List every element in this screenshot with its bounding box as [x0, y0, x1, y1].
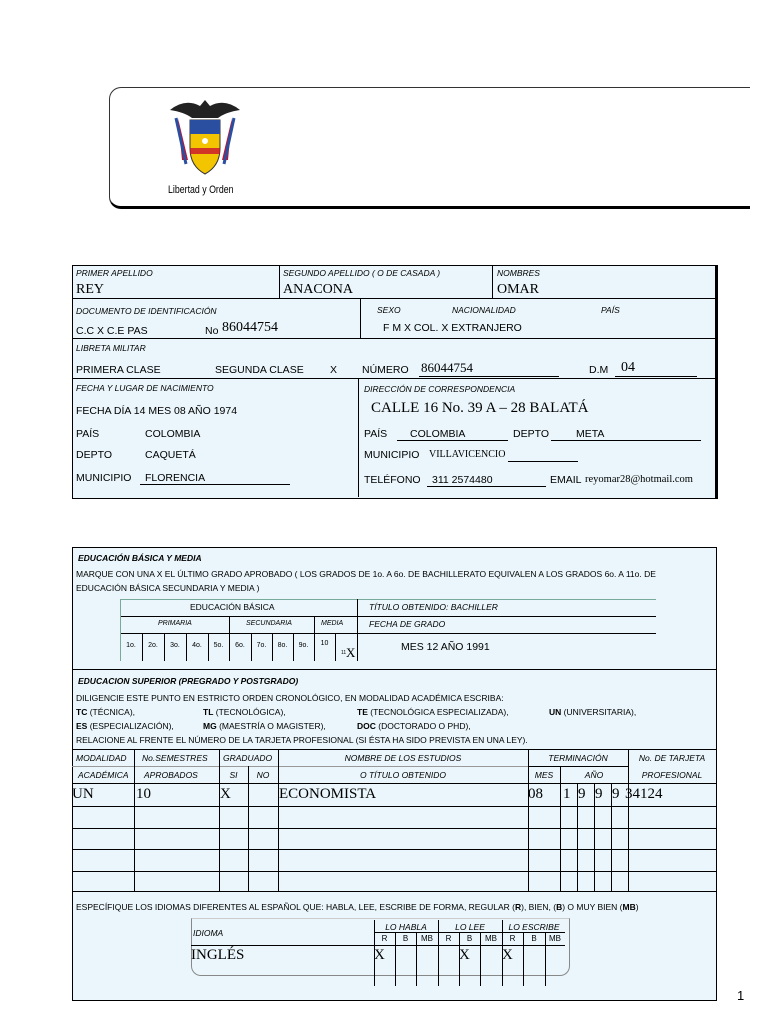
mg-text: (MAESTRÍA O MAGISTER),: [216, 721, 326, 731]
page-number: 1: [737, 988, 745, 1003]
un-text: (UNIVERSITARIA),: [561, 707, 637, 717]
depto-nac-label: DEPTO: [76, 449, 112, 461]
un-item: [549, 707, 636, 717]
h-profesional: PROFESIONAL: [641, 770, 703, 780]
grade-9: 9o.: [298, 642, 309, 649]
lo-habla: LO HABLA: [385, 922, 427, 932]
document-types: C.C X C.E PAS: [76, 325, 148, 337]
sub-b-1: B: [402, 934, 409, 943]
dm-label: D.M: [589, 364, 609, 376]
email-value: reyomar28@hotmail.com: [585, 474, 693, 485]
idiomas-sep2: ) O MUY BIEN (: [562, 902, 623, 912]
depto-corr-label: DEPTO: [513, 428, 549, 440]
idiomas-end: ): [635, 902, 639, 912]
segunda-clase-mark: X: [330, 364, 338, 376]
pais-corr-label: PAÍS: [364, 428, 388, 440]
municipio-nac-label: MUNICIPIO: [76, 472, 132, 484]
pais-corr-value: COLOMBIA: [410, 428, 466, 440]
row-modalidad: UN: [72, 786, 94, 802]
escribe-mark: X: [502, 947, 513, 963]
sub-mb-3: MB: [549, 934, 561, 943]
row-mes: 08: [528, 786, 543, 802]
h-nombre: NOMBRE DE LOS ESTUDIOS: [344, 753, 462, 763]
grade-10: 10: [320, 640, 329, 647]
sub-r-3: R: [509, 934, 516, 943]
libreta-label: LIBRETA MILITAR: [76, 343, 146, 353]
sexo-label: SEXO: [377, 305, 401, 315]
es-text: (ESPECIALIZACIÓN),: [87, 721, 174, 731]
nacimiento-label: FECHA Y LUGAR DE NACIMIENTO: [76, 383, 214, 393]
dm-value: 04: [621, 360, 635, 375]
h-mes: MES: [534, 770, 554, 780]
nombres-label: NOMBRES: [497, 268, 540, 278]
row-semestres: 10: [136, 786, 151, 802]
primer-apellido-label: PRIMER APELLIDO: [76, 268, 153, 278]
titulo-obtenido: TÍTULO OBTENIDO: BACHILLER: [369, 602, 498, 612]
primera-clase: PRIMERA CLASE: [76, 364, 161, 376]
tl-item: [203, 707, 286, 717]
h-aprobados: APROBADOS: [144, 770, 198, 780]
segunda-clase: SEGUNDA CLASE: [215, 364, 304, 376]
segundo-apellido-label: SEGUNDO APELLIDO ( O DE CASADA ): [283, 268, 441, 278]
idioma-value: INGLÉS: [191, 947, 245, 963]
coat-of-arms: [160, 96, 250, 178]
grade-7: 7o.: [256, 642, 267, 649]
pais-label: PAÍS: [601, 305, 620, 315]
fecha-grado-header: FECHA DE GRADO: [369, 619, 446, 629]
sub-r-1: R: [381, 934, 388, 943]
h-modalidad: MODALIDAD: [76, 753, 127, 763]
h-no: NO: [256, 770, 270, 780]
grade-mark: X: [346, 645, 356, 660]
h-graduado: GRADUADO: [223, 753, 273, 763]
doc-no-label: No: [205, 325, 219, 337]
idiomas-instructions: [76, 902, 639, 912]
grade-1: 1o.: [126, 642, 136, 649]
personal-data-box: [72, 265, 718, 499]
media-header: MEDIA: [321, 620, 344, 627]
fecha-grado-values: MES 12 AÑO 1991: [401, 641, 490, 653]
basica-title: EDUCACIÓN BÁSICA Y MEDIA: [78, 553, 202, 563]
h-tarjeta: No. DE TARJETA: [638, 753, 706, 763]
h-titulo: O TÍTULO OBTENIDO: [360, 770, 446, 780]
code-mb: MB: [622, 902, 636, 912]
sexo-nacionalidad-values: F M X COL. X EXTRANJERO: [383, 322, 522, 334]
tc-text: (TÉCNICA),: [87, 707, 136, 717]
code-r: R: [514, 902, 522, 912]
h-si: SI: [229, 770, 238, 780]
grade-3: 3o.: [170, 642, 180, 649]
lo-escribe: LO ESCRIBE: [508, 922, 560, 932]
email-label: EMAIL: [550, 474, 582, 486]
pais-nac-label: PAÍS: [76, 428, 100, 440]
te-text: (TECNOLÓGICA ESPECIALIZADA),: [367, 707, 509, 717]
idioma-label: IDIOMA: [193, 928, 224, 938]
row-year-2: 9: [578, 786, 586, 802]
depto-corr-value: META: [576, 428, 605, 440]
fecha-nacimiento: FECHA DÍA 14 MES 08 AÑO 1974: [76, 405, 238, 417]
lee-mark: X: [459, 947, 470, 963]
row-year-4: 9: [612, 786, 620, 802]
numero-value: 86044754: [421, 360, 473, 375]
depto-nac-value: CAQUETÁ: [145, 449, 196, 461]
superior-title: EDUCACION SUPERIOR (PREGRADO Y POSTGRADO): [78, 676, 299, 686]
doc-item: [357, 721, 471, 731]
row-si: X: [220, 786, 231, 802]
nacionalidad-label: NACIONALIDAD: [452, 305, 516, 315]
superior-line1: DILIGENCIE ESTE PUNTO EN ESTRICTO ORDEN CRONOLÓGICO, EN MODALIDAD ACADÉMICA ESCRIBA:: [76, 693, 504, 703]
numero-label: NÚMERO: [362, 364, 409, 376]
doc-text: (DOCTORADO O PHD),: [375, 721, 471, 731]
grade-5: 5o.: [213, 642, 224, 649]
row-nombre: ECONOMISTA: [279, 786, 377, 802]
h-academica: ACADÉMICA: [78, 770, 129, 780]
grade-11: 11: [341, 650, 347, 656]
educacion-basica-header: EDUCACIÓN BÁSICA: [190, 602, 275, 612]
es-item: [76, 721, 174, 731]
municipio-nac-value: FLORENCIA: [145, 472, 206, 484]
te-code: TE: [357, 707, 368, 717]
basica-instructions-2: EDUCACIÓN BÁSICA SECUNDARIA Y MEDIA ): [76, 583, 260, 593]
doc-number: 86044754: [222, 320, 278, 335]
un-code: UN: [549, 707, 562, 717]
es-code: ES: [76, 721, 88, 731]
motto: Libertad y Orden: [168, 184, 234, 196]
mg-code: MG: [203, 721, 217, 731]
municipio-corr-label: MUNICIPIO: [364, 449, 420, 461]
te-item: [357, 707, 509, 717]
grade-6: 6o.: [235, 642, 245, 649]
superior-line4: RELACIONE AL FRENTE EL NÚMERO DE LA TARJETA PROFESIONAL (SI ÉSTA HA SIDO PREVISTA EN UNA LEY).: [76, 735, 528, 745]
telefono-value: 311 2574480: [432, 474, 493, 486]
primer-apellido-value: REY: [76, 282, 104, 297]
idiomas-instr-a: ESPECÍFIQUE LOS IDIOMAS DIFERENTES AL ESPAÑOL QUE: HABLA, LEE, ESCRIBE DE FORMA, REGULAR (: [76, 902, 515, 912]
mg-item: [203, 721, 326, 731]
nombres-value: OMAR: [497, 282, 540, 297]
sub-b-3: B: [531, 934, 537, 943]
primaria-header: PRIMARIA: [158, 620, 192, 627]
sub-mb-1: MB: [421, 934, 433, 943]
municipio-corr-value: VILLAVICENCIO: [429, 449, 506, 460]
h-ano: AÑO: [584, 770, 604, 780]
sub-b-2: B: [466, 934, 473, 943]
direccion-value: CALLE 16 No. 39 A – 28 BALATÁ: [371, 400, 589, 416]
grade-4: 4o.: [192, 642, 202, 649]
tc-code: TC: [76, 707, 88, 717]
h-semestres: No.SEMESTRES: [142, 753, 208, 763]
documento-label: DOCUMENTO DE IDENTIFICACIÓN: [76, 306, 217, 316]
idiomas-sep1: ), BIEN, (: [521, 902, 557, 912]
direccion-label: DIRECCIÓN DE CORRESPONDENCIA: [364, 384, 516, 394]
lo-lee: LO LEE: [455, 922, 485, 932]
segundo-apellido-value: ANACONA: [283, 282, 353, 297]
telefono-label: TELÉFONO: [364, 474, 421, 486]
doc-code: DOC: [357, 721, 376, 731]
h-terminacion: TERMINACIÓN: [548, 753, 608, 763]
tl-code: TL: [203, 707, 214, 717]
superior-line2: [76, 707, 135, 717]
pais-nac-value: COLOMBIA: [145, 428, 201, 440]
row-tarjeta: 34124: [625, 786, 663, 802]
code-b: B: [556, 902, 563, 912]
secundaria-header: SECUNDARIA: [246, 620, 292, 627]
sub-r-2: R: [445, 934, 452, 943]
grade-8: 8o.: [277, 642, 288, 649]
habla-mark: X: [374, 947, 385, 963]
sub-mb-2: MB: [485, 934, 497, 943]
row-year-1: 1: [563, 786, 571, 802]
grade-2: 2o.: [148, 642, 158, 649]
row-year-3: 9: [595, 786, 603, 802]
tl-text: (TECNOLÓGICA),: [213, 707, 286, 717]
basica-instructions: MARQUE CON UNA X EL ÚLTIMO GRADO APROBADO ( LOS GRADOS DE 1o. A 6o. DE BACHILLERATO EQUIVALEN A LOS GRADOS 6o. A 11o. DE: [76, 569, 656, 579]
